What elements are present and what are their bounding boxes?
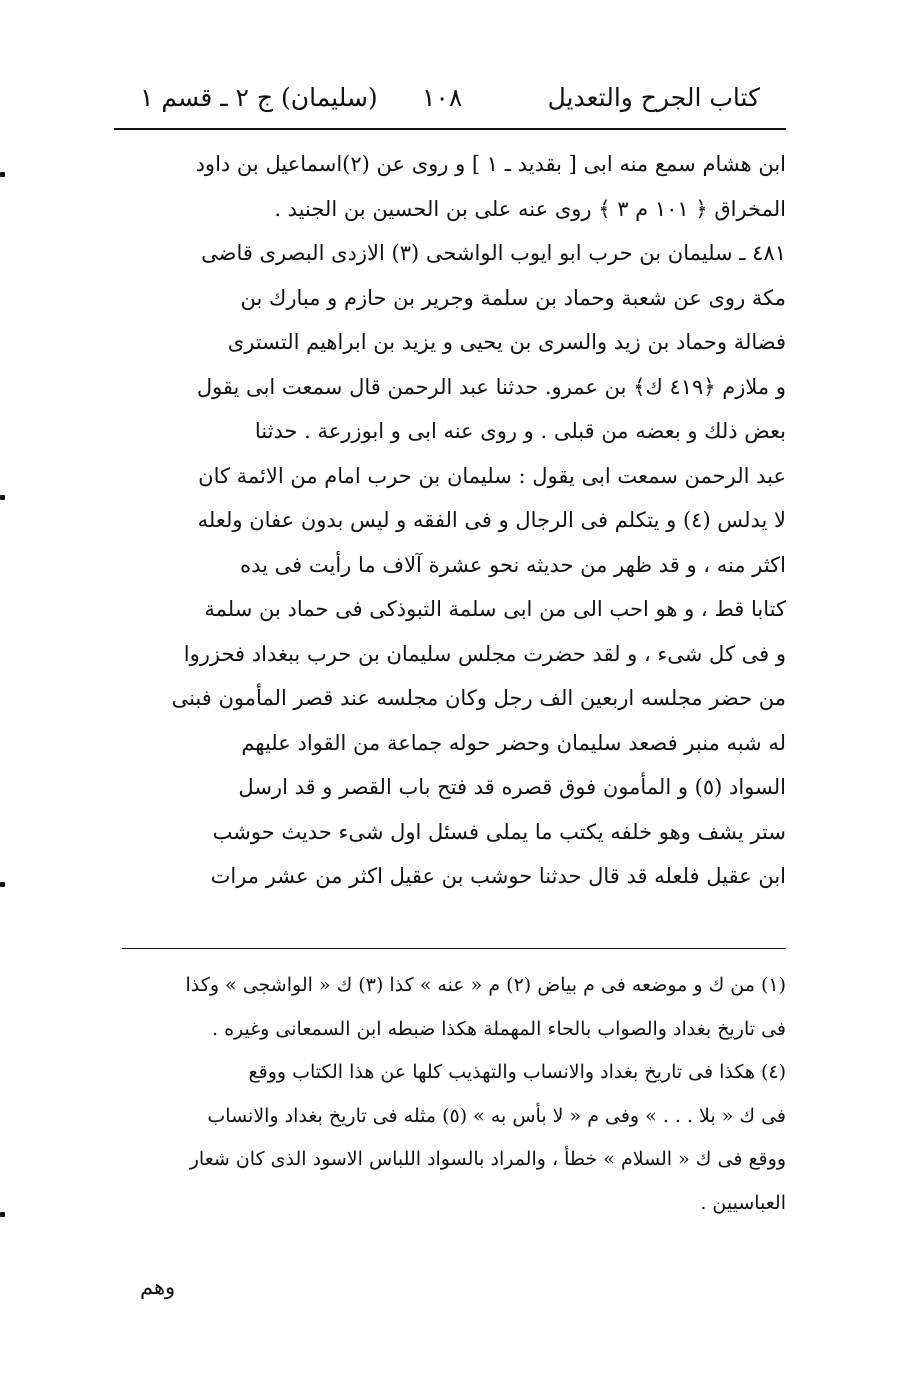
text-line: عبد الرحمن سمعت ابى يقول : سليمان بن حرب امام من الائمة كان <box>198 463 786 488</box>
text-line: ستر يشف وهو خلفه يكتب ما يملى فسئل اول شىء حديث حوشب <box>212 819 786 844</box>
text-line: فضالة وحماد بن زيد والسرى بن يحيى و يزيد بن ابراهيم التسترى <box>227 330 786 354</box>
text-line: بعض ذلك و بعضه من قبلى . و روى عنه ابى و ابوزرعة . حدثنا <box>254 419 786 443</box>
text-line: له شبه منبر فصعد سليمان وحضر حوله جماعة من القواد عليهم <box>241 730 786 755</box>
binding-mark <box>0 1212 5 1217</box>
text-line: لا يدلس (٤) و يتكلم فى الرجال و فى الفقه و ليس بدون عفان ولعله <box>197 508 786 532</box>
footnote-line: فى تاريخ بغداد والصواب بالحاء المهملة هكذا ضبطه ابن السمعانى وغيره . <box>212 1017 786 1040</box>
main-text <box>114 142 786 899</box>
text-line: و ملازم ﴿٤١٩ ك﴾ بن عمرو. حدثنا عبد الرحمن قال سمعت ابى يقول <box>196 374 786 399</box>
text-line: المخراق ﴿ ١٠١ م ٣ ﴾ روى عنه على بن الحسين بن الجنيد . <box>274 196 786 221</box>
binding-mark <box>0 495 5 500</box>
footnote-line: العباسيين . <box>700 1191 786 1214</box>
footnote-line: ووقع فى ك « السلام » خطأ ، والمراد بالسواد اللباس الاسود الذى كان شعار <box>189 1148 786 1170</box>
footnote-line: (٤) هكذا فى تاريخ بغداد والانساب والتهذيب كلها عن هذا الكتاب ووقع <box>248 1061 786 1083</box>
text-line: ابن عقيل فلعله قد قال حدثنا حوشب بن عقيل اكثر من عشر مرات <box>210 864 786 888</box>
book-title: كتاب الجرح والتعديل <box>547 83 760 112</box>
header-rule <box>114 128 786 130</box>
text-line: اكثر منه ، و قد ظهر من حديثه نحو عشرة آلاف ما رأيت فى يده <box>240 552 786 577</box>
running-header <box>140 78 760 118</box>
text-line: و فى كل شىء ، و لقد حضرت مجلس سليمان بن حرب ببغداد فحزروا <box>183 641 786 666</box>
text-line: ٤٨١ ـ سليمان بن حرب ابو ايوب الواشحى (٣) الازدى البصرى قاضى <box>201 241 786 265</box>
footnote-rule <box>122 948 786 949</box>
text-line: مكة روى عن شعبة وحماد بن سلمة وجرير بن حازم و مبارك بن <box>240 285 786 310</box>
catchword: وهم <box>140 1275 176 1299</box>
binding-mark <box>0 172 5 177</box>
footnote-line: فى ك « بلا . . . » وفى م « لا بأس به » (٥) مثله فى تاريخ بغداد والانساب <box>207 1104 786 1127</box>
footnote-line: (١) من ك و موضعه فى م بياض (٢) م « عنه » كذا (٣) ك « الواشجى » وكذا <box>185 974 786 996</box>
footnotes <box>118 964 786 1225</box>
section-label: (سليمان) ج ٢ ـ قسم ١ <box>140 83 378 112</box>
text-line: كتابا قط ، و هو احب الى من ابى سلمة التبوذكى فى حماد بن سلمة <box>204 597 786 621</box>
text-line: ابن هشام سمع منه ابى [ بقديد ـ ١ ] و روى عن (٢)اسماعيل بن داود <box>195 152 786 176</box>
text-line: من حضر مجلسه اربعين الف رجل وكان مجلسه عند قصر المأمون فبنى <box>171 686 786 710</box>
page-number: ١٠٨ <box>422 83 463 112</box>
binding-mark <box>0 882 5 887</box>
text-line: السواد (٥) و المأمون فوق قصره قد فتح باب القصر و قد ارسل <box>238 775 786 799</box>
